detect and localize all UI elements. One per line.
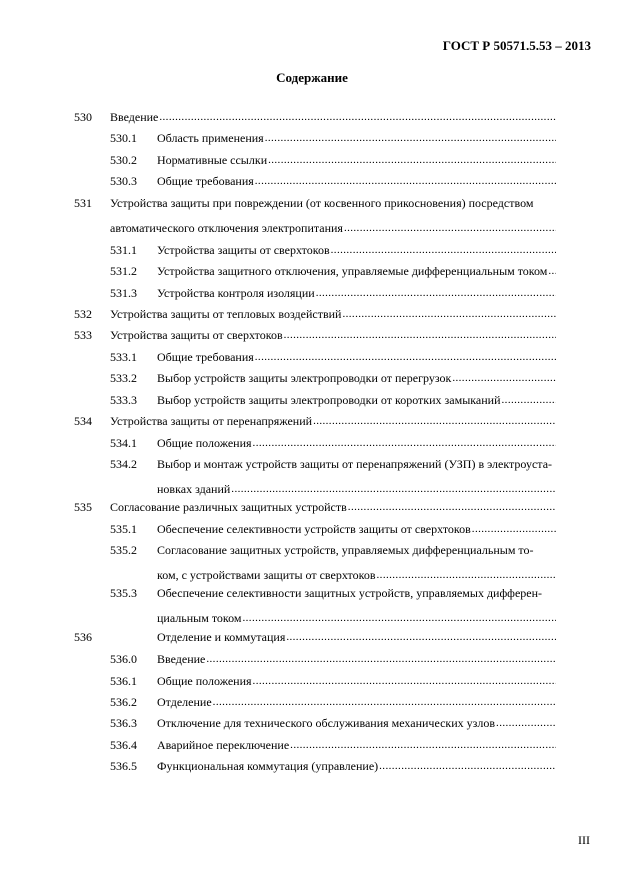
toc-entry-title: Общие положения (157, 674, 252, 688)
toc-entry-title: Общие положения (157, 436, 252, 450)
toc-leader-dots (348, 502, 556, 513)
toc-leader-dots (452, 373, 556, 384)
toc-entry-title: ком, с устройствами защиты от сверхтоков (157, 568, 376, 582)
toc-entry-number: 531.1 (110, 243, 137, 257)
toc-entry-title: Введение (110, 110, 159, 124)
toc-entry-title: Общие требования (157, 350, 254, 364)
toc-leader-dots (496, 718, 556, 729)
toc-entry-number: 536.4 (110, 738, 137, 752)
toc-entry-title: Отделение (157, 695, 212, 709)
toc-entry-number: 531 (74, 196, 92, 210)
toc-entry-title: Выбор устройств защиты электропроводки от коротких замыканий (157, 393, 501, 407)
toc-entry-number: 535.3 (110, 586, 137, 600)
toc-entry-number: 534.1 (110, 436, 137, 450)
toc-entry-number: 530 (74, 110, 92, 124)
toc-leader-dots (253, 676, 556, 687)
page-number: III (578, 833, 590, 847)
toc-entry-title: циальным током (157, 611, 242, 625)
toc-leader-dots (502, 395, 556, 406)
toc-entry-title: Отключение для технического обслуживания механических узлов (157, 716, 496, 730)
toc-entry-title: Устройства защиты от перенапряжений (110, 414, 313, 428)
toc-entry-number: 531.3 (110, 286, 137, 300)
toc-leader-dots (268, 155, 556, 166)
toc-leader-dots (290, 740, 556, 751)
toc-entry-number: 533 (74, 328, 92, 342)
toc-leader-dots (548, 266, 556, 277)
toc-entry-title: Нормативные ссылки (157, 153, 268, 167)
toc-leader-dots (313, 416, 556, 427)
toc-entry-title: Устройства защиты от сверхтоков (157, 243, 330, 257)
toc-leader-dots (231, 484, 556, 495)
toc-leader-dots (379, 761, 556, 772)
toc-entry-number: 536 (74, 630, 92, 644)
toc-entry-title: новках зданий (157, 482, 231, 496)
toc-leader-dots (255, 176, 556, 187)
toc-leader-dots (331, 245, 556, 256)
toc-entry-number: 536.0 (110, 652, 137, 666)
toc-entry-title: Устройства защиты от сверхтоков (110, 328, 283, 342)
toc-leader-dots (159, 112, 556, 123)
toc-entry-number: 530.2 (110, 153, 137, 167)
toc-entry-number: 534.2 (110, 457, 137, 471)
toc-entry-number: 530.1 (110, 131, 137, 145)
toc-entry-title: Согласование различных защитных устройств (110, 500, 347, 514)
toc-entry-number: 530.3 (110, 174, 137, 188)
toc-entry-title: Отделение и коммутация (157, 630, 286, 644)
toc-leader-dots (344, 223, 556, 234)
toc-entry-number: 532 (74, 307, 92, 321)
toc-leader-dots (286, 632, 556, 643)
toc-entry-title: Введение (157, 652, 206, 666)
toc-leader-dots (342, 309, 556, 320)
toc-entry-title: автоматического отключения электропитания (110, 221, 343, 235)
toc-entry-title: Обеспечение селективности устройств защиты от сверхтоков (157, 522, 471, 536)
toc-entry-title: Область применения (157, 131, 264, 145)
toc-entry-title: Устройства защиты при повреждении (от косвенного прикосновения) посредством (110, 196, 534, 210)
toc-entry-title: Обеспечение селективности защитных устройств, управляемых дифферен- (157, 586, 543, 600)
toc-leader-dots (255, 352, 556, 363)
toc-title: Содержание (276, 70, 348, 85)
toc-entry-number: 535.2 (110, 543, 137, 557)
toc-leader-dots (243, 613, 557, 624)
toc-entry-title: Устройства защиты от тепловых воздействий (110, 307, 342, 321)
toc-entry-number: 531.2 (110, 264, 137, 278)
toc-entry-number: 536.1 (110, 674, 137, 688)
toc-entry-number: 535.1 (110, 522, 137, 536)
toc-entry-title: Аварийное переключение (157, 738, 290, 752)
toc-entry-title: Устройства контроля изоляции (157, 286, 315, 300)
toc-entry-number: 535 (74, 500, 92, 514)
toc-entry-number: 534 (74, 414, 92, 428)
toc-leader-dots (253, 438, 556, 449)
toc-entry-title: Общие требования (157, 174, 254, 188)
toc-leader-dots (377, 570, 556, 581)
toc-leader-dots (472, 524, 556, 535)
toc-entry-number: 536.2 (110, 695, 137, 709)
toc-entry-number: 533.2 (110, 371, 137, 385)
standard-designation: ГОСТ Р 50571.5.53 – 2013 (442, 38, 591, 53)
toc-leader-dots (316, 288, 556, 299)
toc-entry-number: 536.3 (110, 716, 137, 730)
toc-entry-title: Выбор и монтаж устройств защиты от перенапряжений (УЗП) в электроуста- (157, 457, 553, 471)
toc-leader-dots (206, 654, 556, 665)
toc-entry-title: Выбор устройств защиты электропроводки от перегрузок (157, 371, 452, 385)
toc-entry-title: Согласование защитных устройств, управляемых дифференциальным то- (157, 543, 534, 557)
toc-leader-dots (213, 697, 556, 708)
toc-leader-dots (265, 133, 556, 144)
toc-entry-number: 533.1 (110, 350, 137, 364)
toc-entry-number: 533.3 (110, 393, 137, 407)
toc-entry-number: 536.5 (110, 759, 137, 773)
toc-entry-title: Устройства защитного отключения, управляемые дифференциальным током (157, 264, 548, 278)
toc-leader-dots (284, 330, 556, 341)
toc-entry-title: Функциональная коммутация (управление) (157, 759, 379, 773)
